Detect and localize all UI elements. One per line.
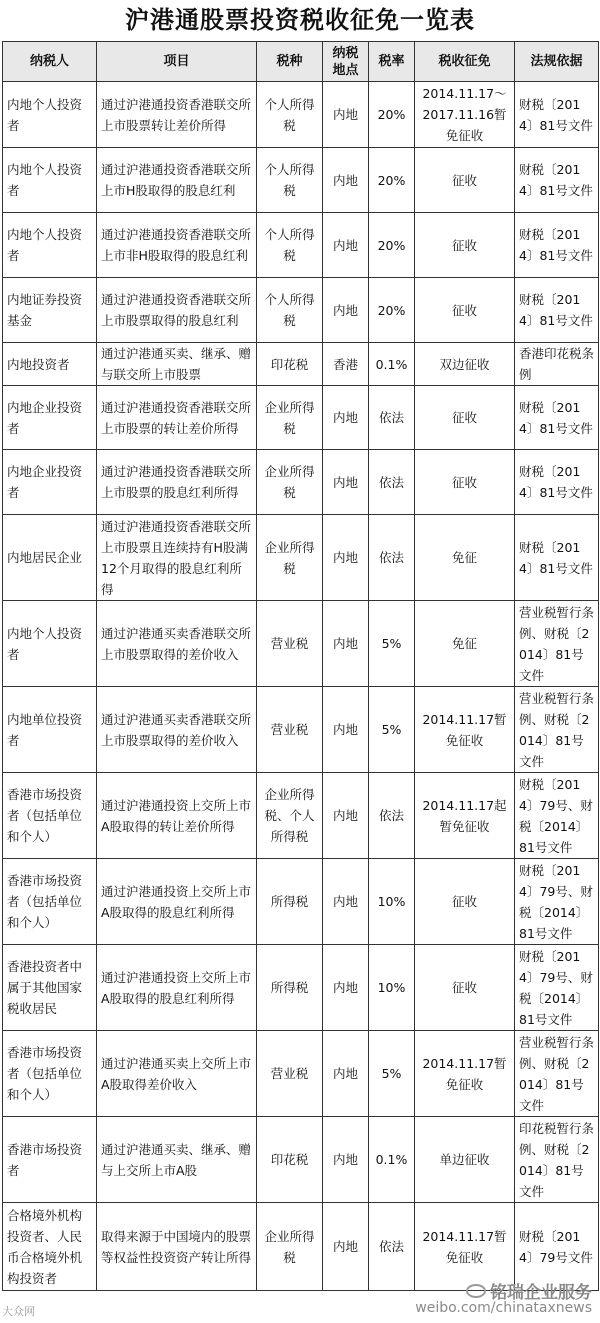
cell-item: 通过沪港通投资香港联交所上市H股取得的股息红利 xyxy=(97,148,257,213)
cell-tax-type: 企业所得税 xyxy=(257,1203,323,1291)
cell-legal-basis: 营业税暂行条例、财税〔2014〕81号文件 xyxy=(515,687,599,773)
table-row xyxy=(3,773,599,859)
table-row xyxy=(3,386,599,450)
cell-tax-rate: 依法 xyxy=(369,386,415,450)
table-row xyxy=(3,213,599,278)
cell-levy-status: 征收 xyxy=(415,859,515,945)
cell-tax-place: 内地 xyxy=(323,148,369,213)
cell-item: 通过沪港通投资香港联交所上市股票且连续持有H股满12个月取得的股息红利所得 xyxy=(97,515,257,601)
cell-legal-basis: 营业税暂行条例、财税〔2014〕81号文件 xyxy=(515,601,599,687)
cell-tax-place: 内地 xyxy=(323,515,369,601)
cell-levy-status: 征收 xyxy=(415,278,515,343)
cell-tax-rate: 20% xyxy=(369,148,415,213)
cell-tax-place: 内地 xyxy=(323,278,369,343)
cell-taxpayer: 内地个人投资者 xyxy=(3,601,97,687)
weibo-icon xyxy=(466,1284,486,1298)
cell-taxpayer: 内地居民企业 xyxy=(3,515,97,601)
table-row xyxy=(3,601,599,687)
cell-levy-status: 2014.11.17起暂免征收 xyxy=(415,773,515,859)
cell-item: 取得来源于中国境内的股票等权益性投资资产转让所得 xyxy=(97,1203,257,1291)
cell-tax-place: 内地 xyxy=(323,859,369,945)
cell-tax-rate: 依法 xyxy=(369,1203,415,1291)
cell-item: 通过沪港通投资上交所上市A股取得的股息红利所得 xyxy=(97,859,257,945)
cell-legal-basis: 财税〔2014〕79号、财税〔2014〕81号文件 xyxy=(515,859,599,945)
cell-tax-place: 内地 xyxy=(323,213,369,278)
cell-item: 通过沪港通投资香港联交所上市股票的股息红利所得 xyxy=(97,450,257,515)
cell-tax-place: 内地 xyxy=(323,1031,369,1117)
cell-taxpayer: 内地个人投资者 xyxy=(3,148,97,213)
cell-tax-place: 内地 xyxy=(323,773,369,859)
table-header-row xyxy=(3,42,599,82)
cell-tax-rate: 5% xyxy=(369,1031,415,1117)
cell-legal-basis: 财税〔2014〕81号文件 xyxy=(515,515,599,601)
cell-item: 通过沪港通投资香港联交所上市股票取得的股息红利 xyxy=(97,278,257,343)
table-row xyxy=(3,859,599,945)
cell-item: 通过沪港通投资上交所上市A股取得的转让差价所得 xyxy=(97,773,257,859)
cell-item: 通过沪港通投资香港联交所上市股票的转让差价所得 xyxy=(97,386,257,450)
table-row xyxy=(3,1031,599,1117)
header-taxpayer: 纳税人 xyxy=(3,42,97,82)
header-tax-rate: 税率 xyxy=(369,42,415,82)
header-tax-type: 税种 xyxy=(257,42,323,82)
cell-legal-basis: 财税〔2014〕81号文件 xyxy=(515,278,599,343)
cell-legal-basis: 财税〔2014〕81号文件 xyxy=(515,450,599,515)
cell-taxpayer: 香港市场投资者（包括单位和个人） xyxy=(3,1031,97,1117)
cell-tax-place: 内地 xyxy=(323,82,369,148)
cell-tax-rate: 依法 xyxy=(369,450,415,515)
cell-tax-rate: 10% xyxy=(369,859,415,945)
cell-tax-type: 营业税 xyxy=(257,1031,323,1117)
cell-levy-status: 征收 xyxy=(415,213,515,278)
cell-tax-type: 个人所得税 xyxy=(257,278,323,343)
table-row xyxy=(3,515,599,601)
table-row xyxy=(3,82,599,148)
cell-tax-rate: 0.1% xyxy=(369,343,415,386)
cell-levy-status: 征收 xyxy=(415,450,515,515)
header-tax-place: 纳税地点 xyxy=(323,42,369,82)
cell-item: 通过沪港通买卖香港联交所上市股票取得的差价收入 xyxy=(97,687,257,773)
cell-tax-type: 营业税 xyxy=(257,687,323,773)
table-body xyxy=(3,82,599,1291)
cell-levy-status: 免征 xyxy=(415,515,515,601)
cell-item: 通过沪港通买卖、继承、赠与上交所上市A股 xyxy=(97,1117,257,1203)
cell-item: 通过沪港通买卖上交所上市A股取得差价收入 xyxy=(97,1031,257,1117)
cell-legal-basis: 财税〔2014〕79号、财税〔2014〕81号文件 xyxy=(515,773,599,859)
tax-table xyxy=(2,41,599,1291)
cell-tax-type: 所得税 xyxy=(257,945,323,1031)
table-row xyxy=(3,687,599,773)
cell-taxpayer: 内地个人投资者 xyxy=(3,213,97,278)
cell-tax-type: 印花税 xyxy=(257,1117,323,1203)
cell-legal-basis: 财税〔2014〕81号文件 xyxy=(515,213,599,278)
cell-item: 通过沪港通买卖香港联交所上市股票取得的差价收入 xyxy=(97,601,257,687)
cell-tax-rate: 0.1% xyxy=(369,1117,415,1203)
cell-tax-type: 个人所得税 xyxy=(257,148,323,213)
cell-levy-status: 征收 xyxy=(415,945,515,1031)
cell-tax-rate: 依法 xyxy=(369,515,415,601)
cell-legal-basis: 香港印花税条例 xyxy=(515,343,599,386)
cell-taxpayer: 香港投资者中属于其他国家税收居民 xyxy=(3,945,97,1031)
table-row xyxy=(3,945,599,1031)
cell-taxpayer: 合格境外机构投资者、人民币合格境外机构投资者 xyxy=(3,1203,97,1291)
cell-legal-basis: 营业税暂行条例、财税〔2014〕81号文件 xyxy=(515,1031,599,1117)
cell-legal-basis: 印花税暂行条例、财税〔2014〕81号文件 xyxy=(515,1117,599,1203)
table-row xyxy=(3,148,599,213)
table-row xyxy=(3,450,599,515)
cell-levy-status: 2014.11.17～2017.11.16暂免征收 xyxy=(415,82,515,148)
page-title: 沪港通股票投资税收征免一览表 xyxy=(125,5,475,34)
cell-tax-place: 内地 xyxy=(323,1117,369,1203)
table-row xyxy=(3,278,599,343)
cell-legal-basis: 财税〔2014〕79号、财税〔2014〕81号文件 xyxy=(515,945,599,1031)
cell-item: 通过沪港通投资香港联交所上市非H股取得的股息红利 xyxy=(97,213,257,278)
cell-tax-type: 个人所得税 xyxy=(257,213,323,278)
cell-tax-type: 所得税 xyxy=(257,859,323,945)
cell-tax-rate: 依法 xyxy=(369,773,415,859)
cell-legal-basis: 财税〔2014〕81号文件 xyxy=(515,82,599,148)
cell-tax-place: 内地 xyxy=(323,450,369,515)
cell-levy-status: 2014.11.17暂免征收 xyxy=(415,687,515,773)
cell-taxpayer: 内地企业投资者 xyxy=(3,386,97,450)
cell-taxpayer: 香港市场投资者（包括单位和个人） xyxy=(3,773,97,859)
cell-taxpayer: 内地个人投资者 xyxy=(3,82,97,148)
cell-tax-rate: 5% xyxy=(369,601,415,687)
cell-levy-status: 单边征收 xyxy=(415,1117,515,1203)
table-row xyxy=(3,1117,599,1203)
cell-taxpayer: 内地单位投资者 xyxy=(3,687,97,773)
cell-tax-rate: 20% xyxy=(369,213,415,278)
cell-legal-basis: 财税〔2014〕79号文件 xyxy=(515,1203,599,1291)
cell-tax-type: 企业所得税、个人所得税 xyxy=(257,773,323,859)
cell-item: 通过沪港通投资香港联交所上市股票转让差价所得 xyxy=(97,82,257,148)
cell-item: 通过沪港通买卖、继承、赠与联交所上市股票 xyxy=(97,343,257,386)
cell-levy-status: 双边征收 xyxy=(415,343,515,386)
cell-tax-place: 内地 xyxy=(323,687,369,773)
cell-tax-type: 印花税 xyxy=(257,343,323,386)
header-item: 项目 xyxy=(97,42,257,82)
cell-tax-place: 内地 xyxy=(323,601,369,687)
cell-item: 通过沪港通投资上交所上市A股取得的股息红利所得 xyxy=(97,945,257,1031)
cell-levy-status: 免征 xyxy=(415,601,515,687)
cell-levy-status: 征收 xyxy=(415,386,515,450)
cell-levy-status: 2014.11.17暂免征收 xyxy=(415,1203,515,1291)
cell-tax-place: 内地 xyxy=(323,1203,369,1291)
cell-tax-rate: 20% xyxy=(369,82,415,148)
watermark-left: 大众网 xyxy=(2,1305,35,1318)
cell-levy-status: 2014.11.17暂免征收 xyxy=(415,1031,515,1117)
watermark-url: weibo.com/chinataxnews xyxy=(415,1300,592,1316)
table-row xyxy=(3,343,599,386)
cell-taxpayer: 内地投资者 xyxy=(3,343,97,386)
cell-tax-place: 香港 xyxy=(323,343,369,386)
cell-tax-rate: 10% xyxy=(369,945,415,1031)
header-levy-status: 税收征免 xyxy=(415,42,515,82)
cell-taxpayer: 内地证券投资基金 xyxy=(3,278,97,343)
cell-tax-place: 内地 xyxy=(323,386,369,450)
cell-tax-rate: 20% xyxy=(369,278,415,343)
cell-levy-status: 征收 xyxy=(415,148,515,213)
cell-tax-type: 企业所得税 xyxy=(257,450,323,515)
cell-tax-type: 营业税 xyxy=(257,601,323,687)
cell-taxpayer: 香港市场投资者（包括单位和个人） xyxy=(3,859,97,945)
cell-tax-place: 内地 xyxy=(323,945,369,1031)
cell-legal-basis: 财税〔2014〕81号文件 xyxy=(515,386,599,450)
cell-tax-type: 个人所得税 xyxy=(257,82,323,148)
watermark-brand-text: 铭瑞企业服务 xyxy=(490,1283,592,1303)
cell-tax-rate: 5% xyxy=(369,687,415,773)
cell-legal-basis: 财税〔2014〕81号文件 xyxy=(515,148,599,213)
cell-taxpayer: 香港市场投资者 xyxy=(3,1117,97,1203)
cell-tax-type: 企业所得税 xyxy=(257,515,323,601)
cell-taxpayer: 内地企业投资者 xyxy=(3,450,97,515)
header-legal-basis: 法规依据 xyxy=(515,42,599,82)
cell-tax-type: 企业所得税 xyxy=(257,386,323,450)
